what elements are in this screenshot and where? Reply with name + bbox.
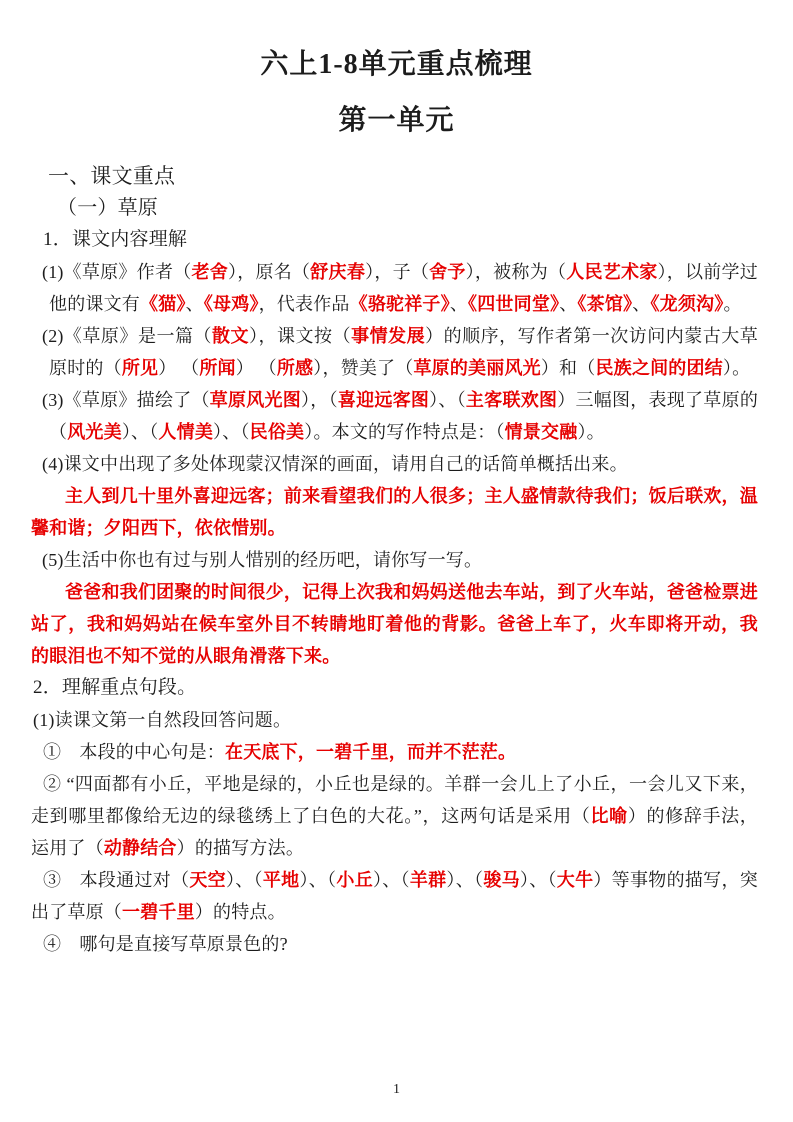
- highlighted-text: 人民艺术家: [566, 262, 658, 282]
- highlighted-text: 动静结合: [103, 838, 177, 858]
- paragraph-h-num-flush: [31, 672, 758, 704]
- paragraph-item: [31, 320, 758, 384]
- paragraph-h-num: [31, 224, 758, 256]
- highlighted-text: 所见: [121, 358, 159, 378]
- highlighted-text: 爸爸和我们团聚的时间很少，记得上次我和妈妈送他去车站，到了火车站，爸爸检票进站了，我和妈妈站在候车室外目不转睛地盯着他的背影。爸爸上车了，火车即将开动，我的眼泪也不知不觉的从眼角滑落下来。: [31, 582, 758, 666]
- text-run: ），子（: [365, 262, 430, 282]
- highlighted-text: 草原风光图: [209, 390, 302, 410]
- text-run: ），课文按（: [249, 326, 352, 346]
- highlighted-text: 主客联欢图: [465, 390, 558, 410]
- highlighted-text: 事情发展: [351, 326, 426, 346]
- text-run: ④ 哪句是直接写草原景色的?: [43, 934, 288, 954]
- highlighted-text: 民族之间的团结: [595, 358, 723, 378]
- highlighted-text: 人情美: [158, 422, 214, 442]
- text-run: ② “四面都有小丘，平地是绿的，小丘也是绿的。羊群一会儿上了小丘，一会儿又下来，走到哪里都像给无边的绿毯绣上了白色的大花。”，这两句话是采用（: [31, 774, 758, 826]
- text-run: ）、（: [446, 870, 484, 890]
- highlighted-text: 《母鸡》: [203, 294, 259, 314]
- text-run: (4)课文中出现了多处体现蒙汉情深的画面，请用自己的话简单概括出来。: [42, 454, 628, 474]
- highlighted-text: 老舍: [191, 262, 228, 282]
- text-run: ）、（: [213, 422, 250, 442]
- text-run: ）、（: [372, 870, 410, 890]
- paragraph-h-sub: [31, 192, 758, 224]
- highlighted-text: 散文: [211, 326, 250, 346]
- text-run: ）三幅图，表现了草原的（: [49, 390, 759, 442]
- highlighted-text: 《骆驼祥子》: [349, 294, 450, 314]
- text-run: (1)读课文第一自然段回答问题。: [33, 710, 292, 730]
- text-run: ）。本文的写作特点是：（: [304, 422, 505, 442]
- text-run: ③ 本段通过对（: [43, 870, 190, 890]
- highlighted-text: 一碧千里: [122, 902, 195, 922]
- text-run: ），以前学过他的课文有: [49, 262, 759, 314]
- highlighted-text: 风光美: [67, 422, 122, 442]
- paragraph-item: [31, 448, 758, 480]
- document-body: [31, 160, 758, 960]
- answer-paragraph: [31, 480, 758, 544]
- highlighted-text: 所闻: [199, 358, 236, 378]
- text-run: (1)《草原》作者（: [42, 262, 192, 282]
- highlighted-text: 羊群: [409, 870, 447, 890]
- highlighted-text: 《猫》: [140, 294, 186, 314]
- text-run: ） （: [235, 358, 277, 378]
- text-run: 、: [449, 294, 469, 314]
- text-run: ）等事物的描写，突出了草原（: [31, 870, 758, 922]
- highlighted-text: 主人到几十里外喜迎远客；前来看望我们的人很多；主人盛情款待我们；饭后联欢，温馨和谐；夕阳西下，依依惜别。: [31, 486, 758, 538]
- highlighted-text: 《茶馆》: [577, 294, 633, 314]
- page-number: 1: [393, 1082, 400, 1097]
- highlighted-text: 《四世同堂》: [468, 294, 560, 314]
- text-run: 2．理解重点句段。: [33, 677, 197, 698]
- paragraph-circled: [31, 928, 758, 960]
- paragraph-circled: [31, 768, 758, 864]
- text-run: ）的顺序，写作者第一次访问内蒙古大草原时的（: [49, 326, 758, 378]
- highlighted-text: 草原的美丽风光: [413, 358, 541, 378]
- text-run: ）、（: [429, 390, 466, 410]
- text-run: ），被称为（: [465, 262, 567, 282]
- text-run: 、: [185, 294, 204, 314]
- text-run: ），（: [301, 390, 338, 410]
- text-run: ）的描写方法。: [176, 838, 305, 858]
- text-run: ），赞美了（: [313, 358, 414, 378]
- highlighted-text: 《龙须沟》: [650, 294, 724, 314]
- text-run: ）的修辞手法，运用了（: [31, 806, 758, 858]
- paragraph-item: [31, 384, 758, 448]
- text-run: ）的特点。: [194, 902, 286, 922]
- paragraph-question: [31, 704, 758, 736]
- text-run: ），原名（: [228, 262, 311, 282]
- paragraph-circled: [31, 736, 758, 768]
- text-run: ）。: [722, 358, 751, 378]
- paragraph-item: [31, 544, 758, 576]
- highlighted-text: 民俗美: [249, 422, 305, 442]
- text-run: ）、（: [299, 870, 337, 890]
- highlighted-text: 比喻: [590, 806, 628, 826]
- highlighted-text: 情景交融: [504, 422, 578, 442]
- text-run: ）、（: [121, 422, 159, 442]
- highlighted-text: 骏马: [483, 870, 520, 890]
- text-run: 1．课文内容理解: [43, 229, 188, 250]
- highlighted-text: 舍予: [429, 262, 466, 282]
- text-run: 、: [559, 294, 578, 314]
- text-run: ，代表作品: [258, 294, 350, 314]
- text-run: ） （: [158, 358, 200, 378]
- text-run: (3)《草原》描绘了（: [42, 390, 210, 410]
- text-run: (2)《草原》是一篇（: [42, 326, 212, 346]
- text-run: ）、（: [519, 870, 557, 890]
- text-run: ）和（: [540, 358, 596, 378]
- highlighted-text: 在天底下，一碧千里，而并不茫茫。: [225, 742, 517, 762]
- text-run: 。: [723, 294, 742, 314]
- text-run: ）、（: [225, 870, 263, 890]
- text-run: (5)生活中你也有过与别人惜别的经历吧，请你写一写。: [42, 550, 483, 570]
- answer-paragraph: [31, 576, 758, 672]
- text-run: 、: [632, 294, 651, 314]
- highlighted-text: 小丘: [336, 870, 373, 890]
- highlighted-text: 喜迎远客图: [337, 390, 430, 410]
- highlighted-text: 天空: [189, 870, 226, 890]
- document-title: 六上1-8单元重点梳理: [260, 49, 533, 80]
- paragraph-item: [31, 256, 758, 320]
- highlighted-text: 平地: [262, 870, 300, 890]
- highlighted-text: 所感: [276, 358, 314, 378]
- highlighted-text: 大牛: [556, 870, 594, 890]
- text-run: （一）草原: [57, 197, 158, 219]
- text-run: ）。: [577, 422, 605, 442]
- text-run: 一、课文重点: [48, 164, 176, 188]
- unit-heading: 第一单元: [338, 105, 455, 136]
- text-run: ① 本段的中心句是：: [43, 742, 225, 762]
- paragraph-h-section: [31, 160, 758, 192]
- highlighted-text: 舒庆春: [310, 262, 366, 282]
- paragraph-circled: [31, 864, 758, 928]
